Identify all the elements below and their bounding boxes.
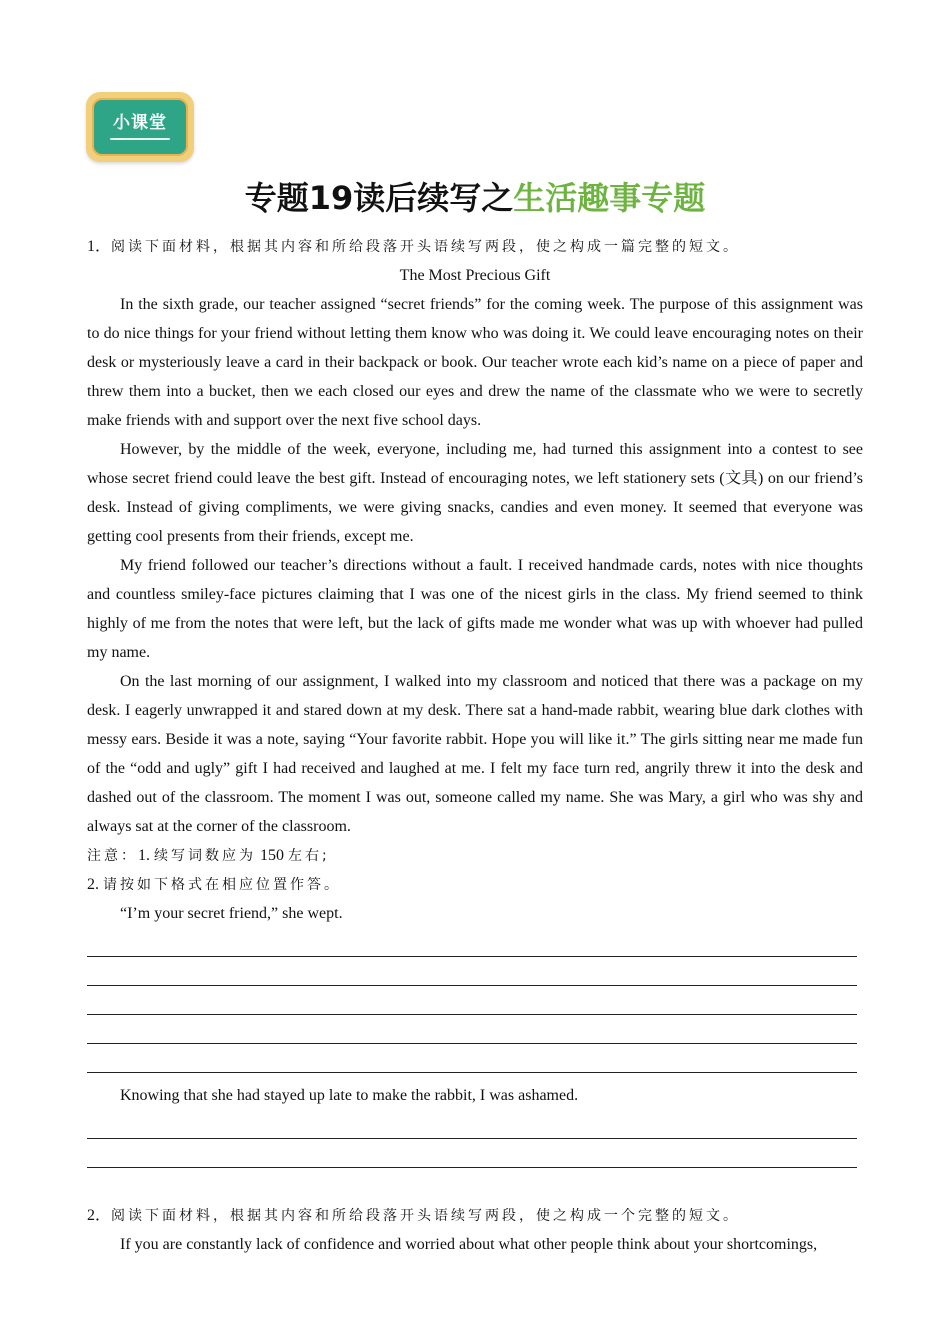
story-paragraph-2: However, by the middle of the week, everyone, including me, had turned this assignment into a contest to see whose secret friend could leave the best gift. Instead of encouraging notes, we left stationery sets (文具) on our friend’s desk. Instead of giving compliments, we were giving snacks, candies and even money. It seemed that everyone was getting cool presents from their friends, except me.: [87, 441, 863, 545]
document-body: [87, 232, 863, 1259]
opening-sentence-2: Knowing that she had stayed up late to make the rabbit, I was ashamed.: [120, 1087, 579, 1104]
answer-line[interactable]: [87, 928, 857, 957]
note-1-count: 150: [260, 847, 284, 864]
answer-line[interactable]: [87, 1015, 857, 1044]
story-paragraph-3: My friend followed our teacher’s directions without a fault. I received handmade cards, notes with nice thoughts and countless smiley-face pictures claiming that I was one of the nicest girls in the class. My friend seemed to think highly of me from the notes that were left, but the lack of gifts made me wonder what was up with whoever had pulled my name.: [87, 557, 863, 661]
note-2-number: 2.: [87, 876, 103, 893]
title-topic: 生活趣事专题: [513, 179, 706, 217]
note-2-text: 请按如下格式在相应位置作答。: [103, 877, 341, 893]
logo-text: 小课堂: [113, 112, 167, 133]
page-title: [0, 176, 950, 220]
q1-instruction-line: [87, 232, 863, 261]
story-paragraph-1: In the sixth grade, our teacher assigned “secret friends” for the coming week. The purpose of this assignment was to do nice things for your friend without letting them know who was doing it. We could leave encouraging notes on their desk or mysteriously leave a card in their backpack or book. Our teacher wrote each kid’s name on a piece of paper and threw them into a bucket, then we each closed our eyes and drew the name of the classmate who we were to secretly make friends with and support over the next five school days.: [87, 296, 863, 429]
answer-line[interactable]: [87, 1110, 857, 1139]
logo-badge: [86, 92, 194, 162]
q2-first-line: If you are constantly lack of confidence and worried about what other people think about your shortcomings,: [120, 1236, 818, 1253]
story-paragraph-4: On the last morning of our assignment, I walked into my classroom and noticed that there was a package on my desk. I eagerly unwrapped it and stared down at my desk. There sat a hand-made rabbit, wearing blue dark clothes with messy ears. Beside it was a note, saying “Your favorite rabbit. Hope you will like it.” The girls sitting near me made fun of the “odd and ugly” gift I had received and laughed at me. I felt my face turn red, angrily threw it into the desk and dashed out of the classroom. The moment I was out, someone called my name. She was Mary, a girl who was shy and always sat at the corner of the classroom.: [87, 673, 863, 835]
answer-line[interactable]: [87, 986, 857, 1015]
note-line-1: [87, 841, 863, 870]
answer-line[interactable]: [87, 957, 857, 986]
note-line-2: [87, 870, 863, 899]
q1-instruction: 阅读下面材料，根据其内容和所给段落开头语续写两段，使之构成一篇完整的短文。: [111, 239, 741, 255]
q2-number: 2．: [87, 1207, 112, 1224]
note-1-text-a: 续写词数应为: [154, 848, 256, 864]
story-title: The Most Precious Gift: [399, 267, 551, 284]
q2-instruction: 阅读下面材料，根据其内容和所给段落开头语续写两段，使之构成一个完整的短文。: [111, 1208, 741, 1224]
q1-number: 1．: [87, 238, 112, 255]
section-gap: [87, 1168, 863, 1201]
note-1-number: 1.: [138, 847, 154, 864]
story-text: [87, 290, 863, 841]
answer-line[interactable]: [87, 1139, 857, 1168]
note-prefix: 注意：: [87, 848, 138, 864]
logo-underline: [110, 138, 170, 140]
q2-instruction-line: [87, 1201, 863, 1230]
opening-sentence-1: “I’m your secret friend,” she wept.: [120, 905, 343, 922]
answer-line[interactable]: [87, 1044, 857, 1073]
title-main: 专题19读后续写之: [244, 179, 514, 217]
logo-board: [92, 98, 188, 156]
note-1-text-b: 左右;: [288, 848, 330, 864]
